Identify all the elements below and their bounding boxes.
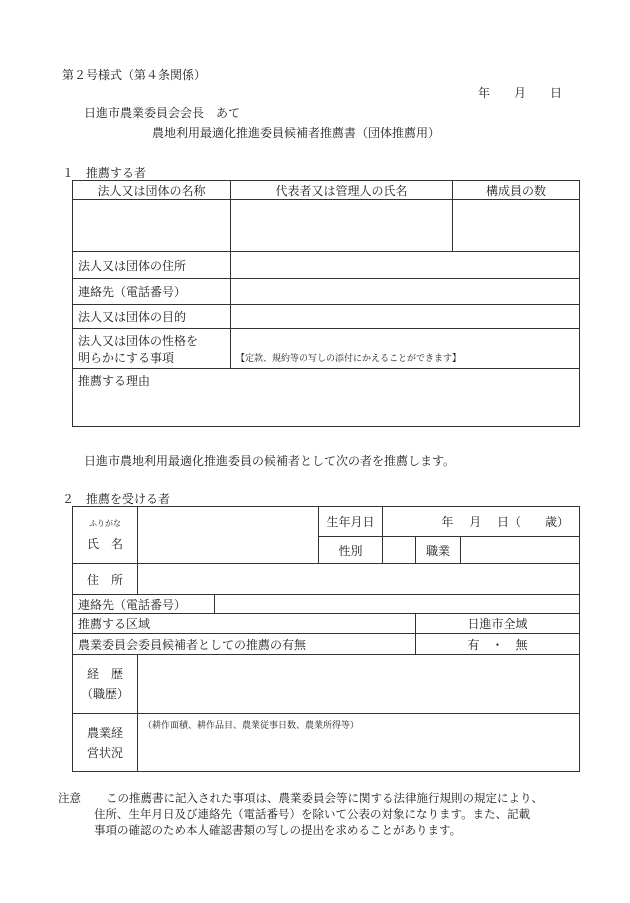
gender-field[interactable]: [383, 537, 416, 564]
note-line1: この推薦書に記入された事項は、農業委員会等に関する法律施行規則の規定により、: [106, 791, 543, 805]
form-number: 第２号様式（第４条関係）: [62, 68, 207, 82]
presence-label: 農業委員会委員候補者としての推薦の有無: [73, 634, 416, 655]
reason-field[interactable]: [73, 369, 580, 427]
org-character-field[interactable]: [231, 329, 580, 369]
note-line2: 住所、生年月日及び連絡先（電話番号）を除いて公表の対象になります。また、記載: [94, 807, 531, 821]
area-value: 日進市全域: [416, 614, 580, 634]
statement: 日進市農地利用最適化推進委員の候補者として次の者を推薦します。: [84, 454, 456, 468]
farm-status-label: [73, 714, 138, 772]
character-note: 【定款、規約等の写しの添付にかえることができます】: [236, 354, 462, 364]
address-field[interactable]: [138, 564, 580, 595]
members-field[interactable]: [453, 200, 580, 252]
nominee-table: [72, 506, 580, 772]
occupation-label: 職業: [416, 537, 461, 564]
career-field[interactable]: [138, 655, 580, 714]
farm-status-note: （耕作面積、耕作品目、農業従事日数、農業所得等）: [143, 721, 360, 731]
name-label-cell: [73, 507, 138, 564]
farm-status-label-line2: 営状況: [86, 745, 123, 760]
career-label: [73, 655, 138, 714]
section2-heading: ２ 推薦を受ける者: [62, 492, 171, 506]
name-label: 氏 名: [86, 537, 123, 551]
document-title: 農地利用最適化推進委員候補者推薦書（団体推薦用）: [152, 126, 441, 140]
addressee: 日進市農業委員会会長 あて: [84, 106, 241, 120]
career-label-line1: 経 歴: [86, 667, 123, 681]
address-label: 住 所: [73, 564, 138, 595]
org-contact-field[interactable]: [231, 279, 580, 305]
occupation-field[interactable]: [461, 537, 580, 564]
col-org-name: 法人又は団体の名称: [73, 181, 231, 200]
col-members: 構成員の数: [453, 181, 580, 200]
note-label: 注意: [58, 791, 81, 805]
row-character-line1: 法人又は団体の性格を: [78, 333, 199, 348]
org-purpose-field[interactable]: [231, 305, 580, 329]
career-label-line2: （職歴）: [80, 687, 129, 701]
contact-field[interactable]: [215, 595, 580, 614]
row-character-label: [73, 329, 231, 369]
furigana-label: ふりがな: [89, 519, 121, 528]
row-character-line2: 明らかにする事項: [78, 350, 175, 365]
row-purpose-label: 法人又は団体の目的: [73, 305, 231, 329]
date-line: 年 月 日: [478, 86, 563, 100]
name-field[interactable]: [138, 507, 319, 564]
gender-label: 性別: [319, 537, 383, 564]
area-label: 推薦する区域: [73, 614, 416, 634]
recommender-table: [72, 180, 580, 427]
org-address-field[interactable]: [231, 252, 580, 279]
note-body: [94, 790, 594, 838]
row-contact-label: 連絡先（電話番号）: [73, 279, 231, 305]
row-address-label: 法人又は団体の住所: [73, 252, 231, 279]
contact-label: 連絡先（電話番号）: [73, 595, 215, 614]
presence-value[interactable]: 有 ・ 無: [416, 634, 580, 655]
section1-heading: １ 推薦する者: [62, 166, 147, 180]
col-representative: 代表者又は管理人の氏名: [231, 181, 453, 200]
birthdate-label: 生年月日: [319, 507, 383, 537]
org-name-field[interactable]: [73, 200, 231, 252]
note-line3: 事項の確認のため本人確認書類の写しの提出を求めることがあります。: [94, 823, 462, 837]
farm-status-field[interactable]: [138, 714, 580, 772]
representative-field[interactable]: [231, 200, 453, 252]
birthdate-field[interactable]: 年 月 日（ 歳）: [383, 507, 580, 537]
farm-status-label-line1: 農業経: [86, 725, 123, 740]
row-reason-label: 推薦する理由: [78, 374, 151, 388]
